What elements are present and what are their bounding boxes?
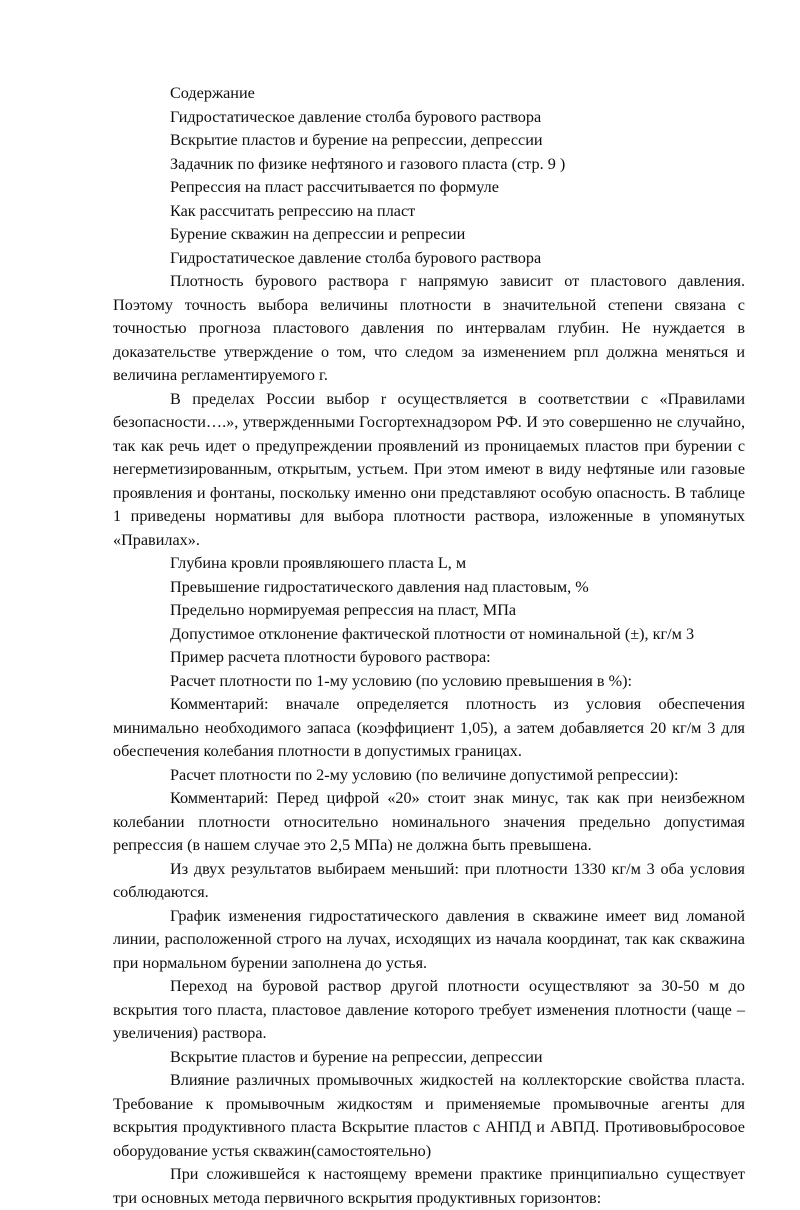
toc-item-3: Задачник по физике нефтяного и газового пласта (стр. 9 ) [170, 154, 566, 173]
line-opening-layers: Вскрытие пластов и бурение на репрессии, депрессии [170, 1047, 543, 1066]
list-item-calc-condition-1: Расчет плотности по 1-му условию (по условию превышения в %): [170, 671, 632, 690]
paragraph-flushing-fluids: Влияние различных промывочных жидкостей на коллекторские свойства пласта. Требование к промывочным жидкостям и применяемые промывочные агенты для вскрытия продуктивного пласта Вскрытие пластов с АНПД и АВПД. Противовыбросовое оборудование устья скважин(самостоятельно) [113, 1071, 745, 1160]
paragraph-graph-shape: График изменения гидростатического давления в скважине имеет вид ломаной линии, расположенной строго на лучах, исходящих из начала координат, так как скважина при нормальном бурении заполнена до устья. [113, 906, 745, 972]
paragraph-transition: Переход на буровой раствор другой плотности осуществляют за 30-50 м до вскрытия того пласта, пластовое давление которого требует изменения плотности (чаще – увеличения) раствора. [113, 977, 745, 1042]
paragraph-three-methods: При сложившейся к настоящему времени практике принципиально существует три основных метода первичного вскрытия продуктивных горизонтов: [113, 1165, 745, 1207]
toc-item-4: Репрессия на пласт рассчитывается по формуле [170, 178, 499, 196]
list-item-excess-pressure: Превышение гидростатического давления над пластовым, % [170, 577, 589, 596]
paragraph-comment-2: Комментарий: Перед цифрой «20» стоит знак минус, так как при неизбежном колебании плотности относительно номинального значения предельно допустимая репрессия (в нашем случае это 2,5 МПа) не должна быть превышена. [113, 789, 745, 854]
paragraph-two-results: Из двух результатов выбираем меньший: при плотности 1330 кг/м 3 оба условия соблюдаются. [113, 859, 745, 901]
list-item-example-calculation: Пример расчета плотности бурового раствора: [170, 648, 491, 666]
toc-item-5: Как рассчитать репрессию на пласт [170, 201, 416, 220]
list-item-max-repression: Предельно нормируемая репрессия на пласт, МПа [170, 601, 517, 619]
toc-item-2: Вскрытие пластов и бурение на репрессии, депрессии [170, 131, 543, 149]
toc-item-1: Гидростатическое давление столба бурового раствора [170, 107, 542, 126]
paragraph-comment-1: Комментарий: вначале определяется плотность из условия обеспечения минимально необходимого запаса (коэффициент 1,05), а затем добавляется 20 кг/м 3 для обеспечения колебания плотности в допустимых границах. [113, 695, 745, 760]
toc-item-6: Бурение скважин на депрессии и репресии [170, 225, 466, 243]
list-item-calc-condition-2: Расчет плотности по 2-му условию (по величине допустимой репрессии): [170, 765, 679, 784]
list-item-depth-roof: Глубина кровли проявляюшего пласта L, м [170, 554, 467, 572]
document-text-column [113, 82, 745, 1210]
paragraph-density-dependence: Плотность бурового раствора г напрямую зависит от пластового давления. Поэтому точность выбора величины плотности в значительной степени связана с точностью прогноза пластового давления по интервалам глубин. Не нуждается в доказательстве утверждение о том, что следом за изменением рпл должна меняться и величина регламентируемого г. [113, 272, 745, 384]
paragraph-russia-rules: В пределах России выбор r осуществляется в соответствии с «Правилами безопасности….», утвержденными Госгортехнадзором РФ. И это совершенно не случайно, так как речь идет о предупреждении проявлений из проницаемых пластов при бурении с негерметизированным, открытым, устьем. При этом имеют в виду нефтяные или газовые проявления и фонтаны, поскольку именно они представляют особую опасность. В таблице 1 приведены нормативы для выбора плотности раствора, изложенные в упомянутых «Правилах». [113, 389, 745, 549]
list-item-allowed-deviation: Допустимое отклонение фактической плотности от номинальной (±), кг/м 3 [170, 624, 695, 643]
toc-item-7: Гидростатическое давление столба бурового раствора [170, 248, 542, 267]
toc-heading: Содержание [170, 84, 255, 102]
